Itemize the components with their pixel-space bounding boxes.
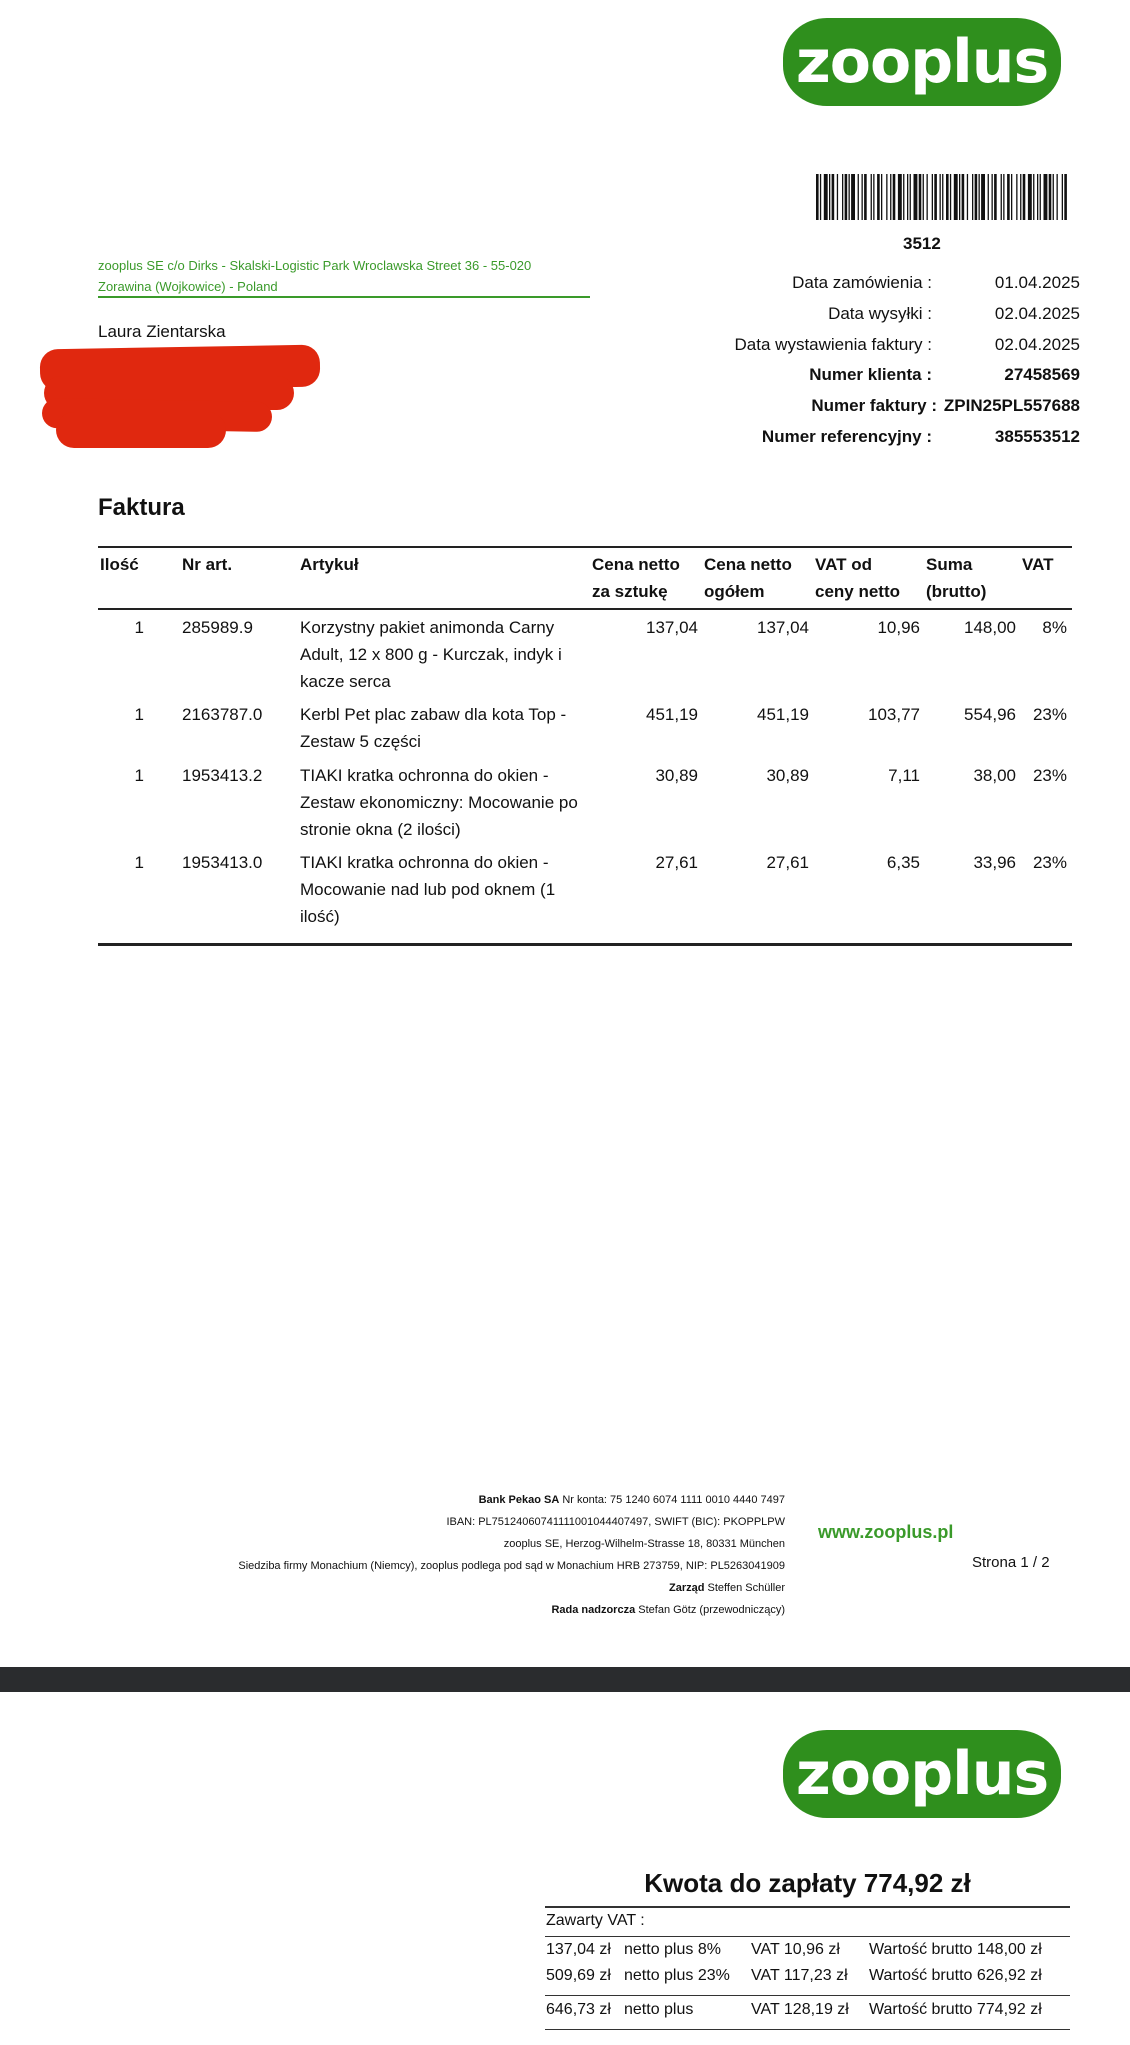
barcode-bar [940,174,941,220]
barcode-bar [954,174,958,220]
barcode-bar [988,174,989,220]
barcode-bar [816,174,819,220]
zooplus-logo [783,18,1061,106]
cell-item: TIAKI kratka ochronna do okien - Zestaw ekonomiczny: Mocowanie po stronie okna (2 ilości) [300,766,578,839]
cell-unit-net: 137,04 [646,618,698,637]
barcode-bar [837,174,838,220]
cell-total-net: 137,04 [757,618,809,637]
cell-vat: 23% [1032,705,1067,724]
barcode-bar [1016,174,1017,220]
barcode-bar [886,174,887,220]
cell-vat: 8% [1042,618,1067,637]
cell-unit-net: 30,89 [655,766,698,785]
col-header-vat-amount: VAT od ceny netto [815,555,901,601]
vat-total-gross: Wartość brutto 774,92 zł [869,2001,1042,2018]
invoice-title: Faktura [98,494,185,521]
cell-art: 1953413.0 [182,853,263,872]
amount-due: Kwota do zapłaty 774,92 zł [644,1868,971,1898]
summary-bottom-rule [545,2029,1070,2030]
meta-order-date [640,273,1080,303]
barcode-bar [1023,174,1026,220]
footer-bank-name: Bank Pekao SA [478,1494,560,1506]
meta-label: Data zamówienia : [792,273,932,292]
vat-row [546,1967,1070,1993]
cell-item: Kerbl Pet plac zabaw dla kota Top - Zestaw 5 części [300,705,567,751]
footer-supervisory-label: Rada nadzorcza [551,1604,636,1616]
barcode-bar [972,174,973,220]
vat-gross: Wartość brutto 148,00 zł [869,1941,1042,1958]
cell-art: 285989.9 [182,618,253,637]
barcode-bar [1049,174,1052,220]
logo-text: zooplus [795,1739,1049,1809]
meta-label: Numer klienta : [809,365,932,384]
meta-value: 01.04.2025 [994,273,1080,292]
footer-bank-account: Nr konta: 75 1240 6074 1111 0010 4440 7497 [562,1494,785,1506]
barcode-bar [849,174,850,220]
barcode-bar [890,174,891,220]
barcode-bar [1044,174,1048,220]
footer-iban: IBAN: PL75124060741111001044407497, SWIFT (BIC): PKOPPLPW [446,1516,785,1528]
barcode-bar [893,174,896,220]
cell-art: 1953413.2 [182,766,263,785]
cell-qty: 1 [134,618,144,637]
table-top-rule [98,546,1072,548]
barcode-bar [1020,174,1021,220]
barcode-bar [934,174,937,220]
cell-qty: 1 [134,766,144,785]
barcode-bar [992,174,993,220]
cell-gross: 33,96 [973,853,1016,872]
barcode-bar [923,174,924,220]
meta-reference-number [640,427,1080,457]
barcode-bar [946,174,949,220]
vat-desc: netto plus 8% [624,1941,721,1958]
meta-label: Data wystawienia faktury : [734,335,932,354]
barcode-bar [820,174,821,220]
cell-gross: 38,00 [973,766,1016,785]
barcode-bar [871,174,872,220]
barcode-bar [932,174,933,220]
cell-gross: 554,96 [964,705,1016,724]
vat-included-text: Zawarty VAT : [546,1912,645,1929]
barcode-bar [959,174,960,220]
col-header-total-net: Cena netto ogółem [704,555,792,601]
footer-registration: Siedziba firmy Monachium (Niemcy), zooplus podlega pod sąd w Monachium HRB 273759, NIP: PL5263041909 [238,1560,785,1572]
barcode-bar [942,174,943,220]
barcode-bar [907,174,908,220]
barcode [816,174,1068,220]
cell-total-net: 27,61 [766,853,809,872]
meta-label: Data wysyłki : [828,304,932,323]
vat-gross: Wartość brutto 626,92 zł [869,1967,1042,1984]
meta-customer-number [640,365,1080,395]
footer-supervisory [551,1604,785,1616]
cell-vat-amount: 6,35 [886,853,920,872]
table-header-rule [98,608,1072,610]
barcode-bar [994,174,997,220]
meta-value: ZPIN25PL557688 [943,396,1080,415]
barcode-number: 3512 [903,234,941,253]
meta-invoice-number [640,396,1080,426]
barcode-bar [981,174,985,220]
barcode-bar [962,174,965,220]
barcode-bar [829,174,830,220]
sender-divider [98,296,590,298]
barcode-bar [919,174,922,220]
cell-item: TIAKI kratka ochronna do okien - Mocowanie nad lub pod oknem (1 ilość) [300,853,556,926]
barcode-bar [927,174,928,220]
barcode-bar [832,174,835,220]
barcode-bar [1037,174,1038,220]
barcode-bar [1001,174,1002,220]
cell-vat: 23% [1032,853,1067,872]
barcode-bar [1033,174,1034,220]
barcode-bar [1053,174,1054,220]
barcode-bar [824,174,828,220]
table-bottom-rule [98,943,1072,946]
barcode-bar [881,174,882,220]
cell-qty: 1 [134,705,144,724]
zooplus-logo [783,1730,1061,1818]
redaction-mark [56,412,226,448]
page-number: Strona 1 / 2 [972,1554,1050,1571]
summary-top-rule [545,1906,1070,1908]
cell-item: Korzystny pakiet animonda Carny Adult, 12 x 800 g - Kurczak, indyk i kacze serca [300,618,562,691]
vat-desc: netto plus 23% [624,1967,730,1984]
vat-total-row [546,2001,1070,2027]
cell-total-net: 451,19 [757,705,809,724]
vat-total-desc: netto plus [624,2001,694,2018]
meta-invoice-date [640,335,1080,365]
customer-name: Laura Zientarska [98,322,226,341]
vat-total-amount: VAT 128,19 zł [751,2001,849,2018]
barcode-bar [1064,174,1067,220]
barcode-bar [975,174,978,220]
meta-shipping-date [640,304,1080,334]
cell-vat-amount: 7,11 [888,766,920,785]
vat-amount: VAT 117,23 zł [751,1967,848,1984]
vat-row [546,1941,1070,1967]
barcode-bar [858,174,859,220]
barcode-bar [1003,174,1004,220]
vat-total-net: 646,73 zł [546,2001,611,2018]
footer-board-label: Zarząd [669,1582,705,1594]
sender-address: zooplus SE c/o Dirks - Skalski-Logistic Park Wroclawska Street 36 - 55-020 Zorawina (Wojkowice) - Poland [98,258,532,294]
col-header-qty: Ilość [100,555,139,574]
footer-supervisory-value: Stefan Götz (przewodniczący) [638,1604,785,1616]
barcode-bar [950,174,951,220]
cell-gross: 148,00 [964,618,1016,637]
barcode-bar [851,174,855,220]
cell-qty: 1 [134,853,144,872]
col-header-unit-net: Cena netto za sztukę [592,555,680,601]
footer-bank [479,1494,785,1506]
cell-total-net: 30,89 [766,766,809,785]
summary-total-rule [545,1995,1070,1996]
barcode-bar [1011,174,1012,220]
footer-board-value: Steffen Schüller [707,1582,785,1594]
summary-rule [545,1936,1070,1937]
meta-value: 385553512 [994,427,1080,446]
logo-text: zooplus [795,27,1049,97]
barcode-bar [1007,174,1010,220]
col-header-gross: Suma (brutto) [926,555,987,601]
barcode-bar [862,174,863,220]
meta-label: Numer faktury : [811,396,937,415]
vat-net: 509,69 zł [546,1967,611,1984]
col-header-art: Nr art. [182,555,233,574]
cell-vat: 23% [1032,766,1067,785]
barcode-bar [910,174,911,220]
cell-vat-amount: 10,96 [877,618,920,637]
barcode-bar [1057,174,1058,220]
cell-art: 2163787.0 [182,705,263,724]
barcode-bar [1040,174,1041,220]
vat-amount: VAT 10,96 zł [751,1941,840,1958]
cell-unit-net: 451,19 [646,705,698,724]
footer-board [669,1582,785,1594]
meta-value: 27458569 [1004,365,1080,384]
website-link[interactable]: www.zooplus.pl [818,1522,954,1542]
barcode-bar [845,174,848,220]
barcode-bar [864,174,867,220]
vat-included-label [546,1912,846,1938]
barcode-bar [877,174,880,220]
barcode-bar [898,174,902,220]
barcode-bar [1028,174,1032,220]
cell-unit-net: 27,61 [655,853,698,872]
barcode-bar [967,174,968,220]
col-header-vat: VAT [1022,555,1054,574]
page-separator [0,1667,1130,1692]
barcode-bar [903,174,904,220]
col-header-item: Artykuł [300,555,359,574]
meta-value: 02.04.2025 [994,335,1080,354]
meta-label: Numer referencyjny : [761,427,932,446]
barcode-bar [979,174,980,220]
barcode-bar [1062,174,1063,220]
meta-value: 02.04.2025 [994,304,1080,323]
footer-address: zooplus SE, Herzog-Wilhelm-Strasse 18, 80331 München [503,1538,785,1550]
barcode-bar [914,174,918,220]
barcode-bar [873,174,874,220]
barcode-bar [842,174,843,220]
cell-vat-amount: 103,77 [868,705,920,724]
vat-net: 137,04 zł [546,1941,611,1958]
